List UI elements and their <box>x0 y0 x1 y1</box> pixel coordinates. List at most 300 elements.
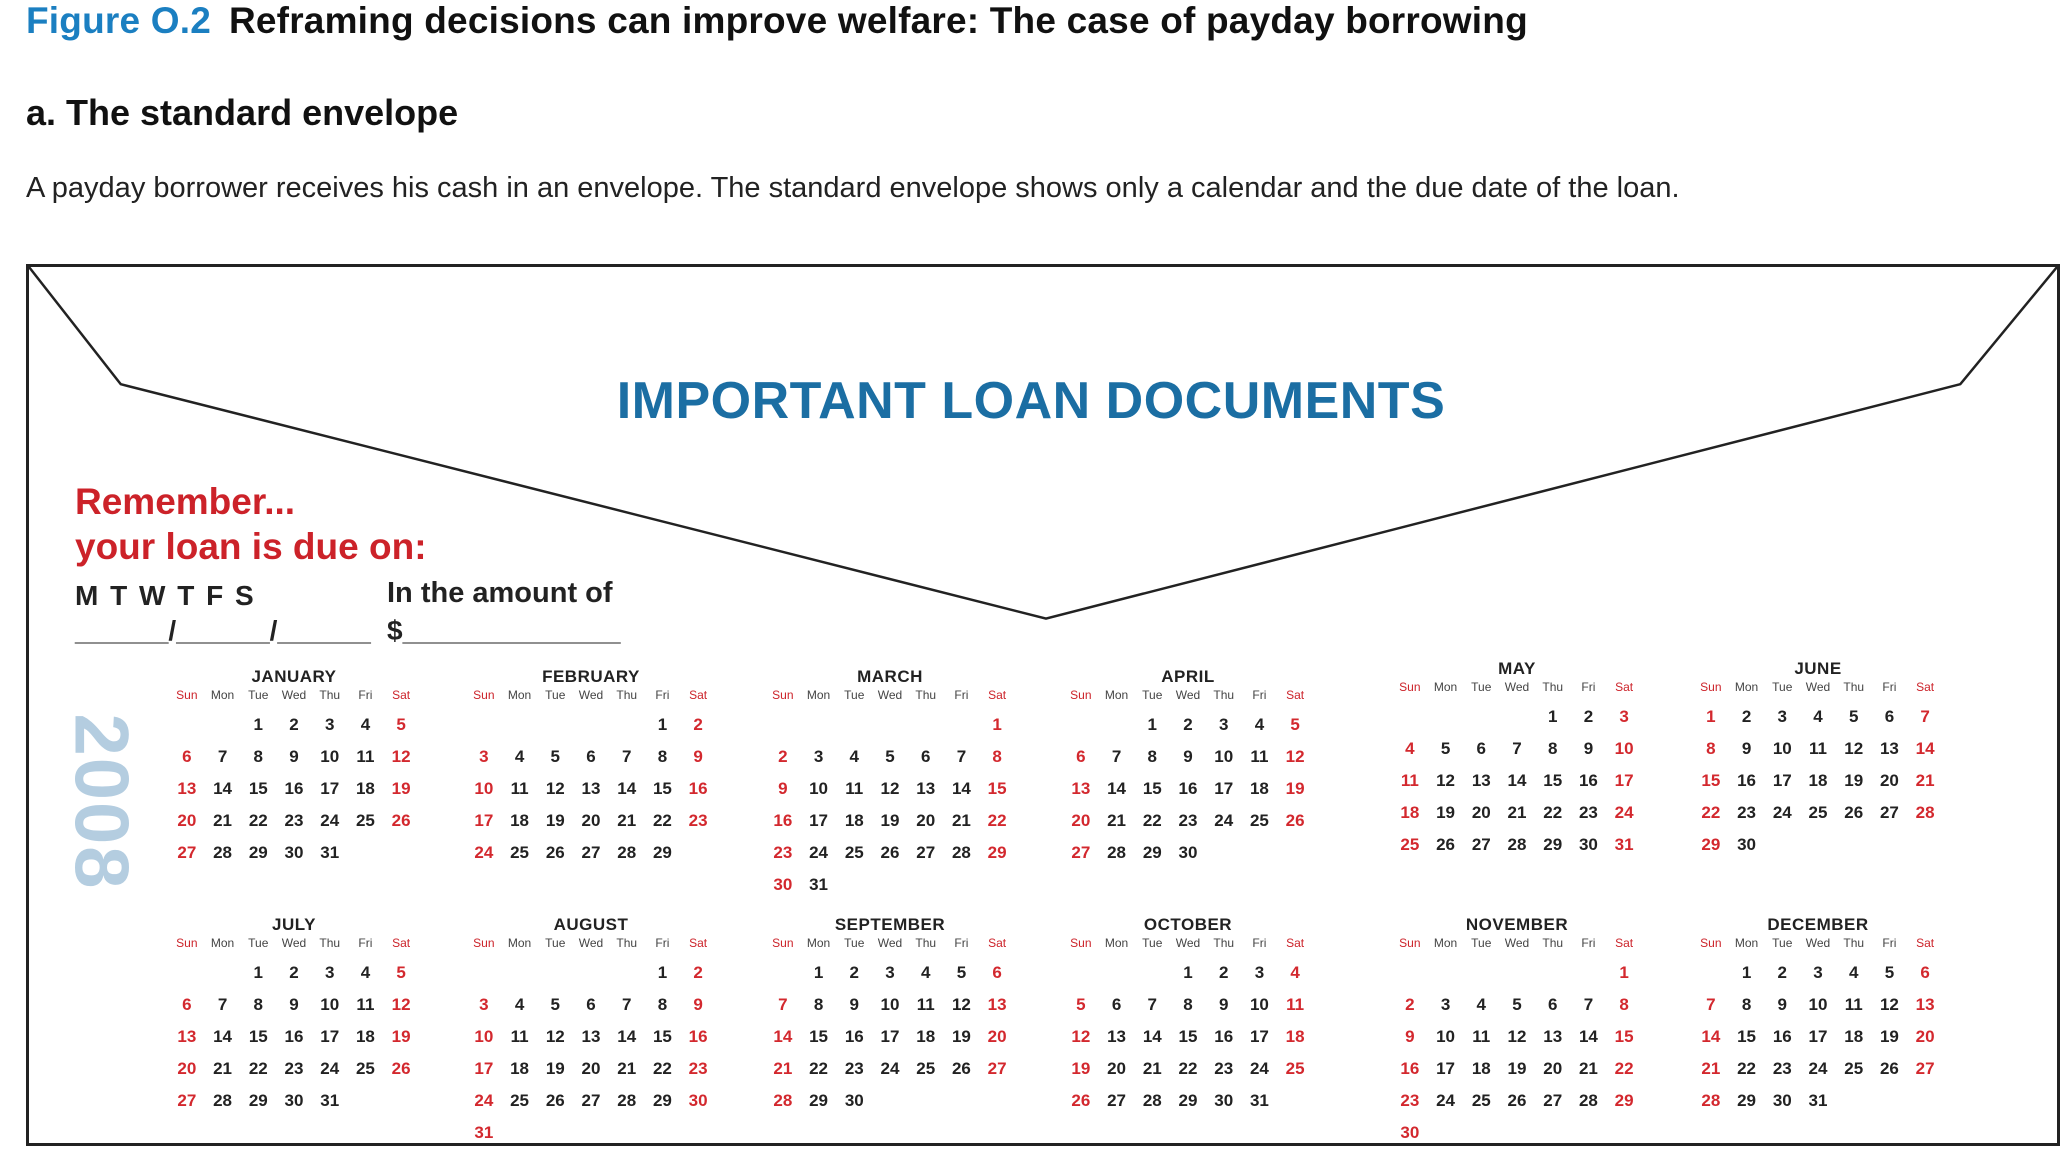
day-cell <box>348 1085 384 1117</box>
day-cell: 16 <box>1214 1027 1234 1046</box>
week-row <box>169 773 419 805</box>
day-cell: 24 <box>1249 1059 1269 1078</box>
day-cell: 27 <box>581 1091 601 1110</box>
day-cell: 3 <box>479 995 489 1014</box>
day-cell <box>383 837 419 869</box>
day-cell: 13 <box>581 779 601 798</box>
year-label <box>59 687 143 917</box>
month-february <box>466 667 716 869</box>
week-row <box>466 1117 716 1146</box>
day-cell: 19 <box>880 811 900 830</box>
day-cell: 28 <box>1507 835 1527 854</box>
day-cell: 13 <box>177 1027 197 1046</box>
day-cell: 3 <box>885 963 895 982</box>
day-cell: 7 <box>621 995 632 1014</box>
week-row <box>1693 1085 1943 1117</box>
day-cell: 29 <box>1737 1091 1757 1110</box>
day-header: Fri <box>954 936 969 950</box>
day-cell: 13 <box>987 995 1007 1014</box>
month-july <box>169 915 419 1117</box>
day-cell: 18 <box>1285 1027 1305 1046</box>
day-cell: 28 <box>1915 803 1935 822</box>
day-cell <box>801 709 837 741</box>
day-cell: 20 <box>916 811 936 830</box>
day-cell: 7 <box>217 995 228 1014</box>
day-cell: 17 <box>809 811 829 830</box>
day-cell: 12 <box>880 779 900 798</box>
day-cell: 26 <box>1879 1059 1899 1078</box>
day-header: Sun <box>1700 680 1722 694</box>
day-cell: 13 <box>1107 1027 1127 1046</box>
day-cell: 3 <box>324 963 335 982</box>
day-cell: 17 <box>320 779 340 798</box>
day-cell <box>765 709 801 741</box>
day-cell <box>1872 829 1908 861</box>
day-cell: 27 <box>177 843 197 862</box>
day-cell: 15 <box>1737 1027 1757 1046</box>
day-header-row <box>765 935 1015 957</box>
day-cell <box>1499 701 1535 733</box>
day-cell <box>872 1085 908 1117</box>
day-cell: 6 <box>1884 707 1895 726</box>
day-cell: 22 <box>652 1059 672 1078</box>
day-header: Wed <box>1175 936 1201 950</box>
day-cell: 8 <box>253 995 264 1014</box>
day-cell <box>979 1085 1015 1117</box>
day-cell: 2 <box>693 715 703 734</box>
day-cell: 8 <box>1147 747 1158 766</box>
day-cell: 15 <box>1701 771 1721 790</box>
month-name: NOVEMBER <box>1465 915 1569 934</box>
day-cell: 2 <box>289 963 299 982</box>
day-cell: 16 <box>1400 1059 1420 1078</box>
day-cell: 15 <box>248 779 268 798</box>
day-cell <box>502 957 538 989</box>
day-cell: 16 <box>284 779 304 798</box>
day-header: Wed <box>1504 936 1530 950</box>
week-row <box>169 805 419 837</box>
day-cell <box>836 709 872 741</box>
day-cell: 13 <box>177 779 197 798</box>
day-cell: 29 <box>248 1091 268 1110</box>
day-cell: 8 <box>657 995 668 1014</box>
day-cell: 21 <box>1915 771 1935 790</box>
day-cell: 14 <box>617 779 637 798</box>
day-cell: 5 <box>1440 739 1451 758</box>
day-cell: 8 <box>992 747 1002 766</box>
panel-title: a. The standard envelope <box>26 92 459 133</box>
day-cell: 5 <box>396 715 406 734</box>
day-header: Sun <box>1399 680 1421 694</box>
day-cell: 29 <box>809 1091 829 1110</box>
month-november <box>1392 915 1642 1146</box>
day-cell <box>205 709 241 741</box>
day-cell <box>1428 957 1464 989</box>
day-cell: 2 <box>1405 995 1415 1014</box>
day-cell: 17 <box>474 1059 494 1078</box>
day-cell: 7 <box>217 747 228 766</box>
week-row <box>765 837 1015 869</box>
week-row <box>169 989 419 1021</box>
day-cell <box>502 1117 538 1146</box>
day-cell: 6 <box>182 995 192 1014</box>
day-header: Thu <box>319 688 341 702</box>
day-cell: 6 <box>1547 995 1558 1014</box>
day-cell <box>1428 701 1464 733</box>
day-cell: 7 <box>1512 739 1522 758</box>
day-cell: 6 <box>1076 747 1086 766</box>
day-header: Tue <box>1471 680 1492 694</box>
day-cell: 27 <box>581 843 601 862</box>
day-header: Wed <box>281 688 307 702</box>
week-row <box>1392 1021 1642 1053</box>
month-october <box>1063 915 1313 1117</box>
day-cell: 4 <box>1405 739 1415 758</box>
day-cell: 15 <box>652 1027 672 1046</box>
week-row <box>1063 741 1313 773</box>
day-cell: 30 <box>773 875 793 894</box>
day-cell: 18 <box>1471 1059 1491 1078</box>
day-cell: 11 <box>845 779 864 798</box>
day-cell: 25 <box>1808 803 1828 822</box>
day-cell: 19 <box>1436 803 1456 822</box>
day-cell: 17 <box>1772 771 1792 790</box>
week-row <box>765 773 1015 805</box>
day-cell: 11 <box>1809 739 1827 758</box>
day-cell: 19 <box>391 779 411 798</box>
amount-label: In the amount of <box>387 577 613 609</box>
day-cell: 12 <box>1285 747 1305 766</box>
day-cell: 5 <box>1290 715 1300 734</box>
day-header: Sat <box>988 936 1007 950</box>
day-cell: 25 <box>355 811 375 830</box>
day-cell <box>1693 957 1729 989</box>
day-header: Sat <box>1615 680 1634 694</box>
day-cell: 10 <box>1614 739 1634 758</box>
day-cell: 31 <box>1808 1091 1828 1110</box>
reminder-line-1: Remember... <box>75 481 296 522</box>
day-cell: 17 <box>1436 1059 1456 1078</box>
day-header-row <box>1392 935 1642 957</box>
week-row <box>466 957 716 989</box>
day-header: Thu <box>616 688 638 702</box>
day-cell: 2 <box>1583 707 1594 726</box>
day-cell: 24 <box>1808 1059 1828 1078</box>
day-header-row <box>169 935 419 957</box>
day-cell <box>205 957 241 989</box>
day-cell <box>383 1085 419 1117</box>
day-header: Mon <box>1104 688 1129 702</box>
day-cell: 13 <box>1471 771 1491 790</box>
day-cell <box>1099 957 1135 989</box>
day-cell: 23 <box>688 811 708 830</box>
day-cell: 26 <box>545 1091 565 1110</box>
week-row <box>1063 1021 1313 1053</box>
day-cell: 23 <box>1400 1091 1420 1110</box>
day-cell: 14 <box>773 1027 793 1046</box>
day-cell: 16 <box>1578 771 1598 790</box>
day-cell: 19 <box>1071 1059 1091 1078</box>
month-august <box>466 915 716 1146</box>
day-cell: 27 <box>916 843 936 862</box>
day-cell <box>1277 1085 1313 1117</box>
day-cell <box>908 1085 944 1117</box>
day-cell: 15 <box>652 779 672 798</box>
week-row <box>765 741 1015 773</box>
day-cell: 5 <box>1076 995 1086 1014</box>
month-name: JULY <box>272 915 316 934</box>
day-header: Tue <box>1142 688 1163 702</box>
day-header: Tue <box>1142 936 1163 950</box>
day-cell: 3 <box>813 747 824 766</box>
day-cell: 11 <box>356 995 375 1014</box>
day-cell: 31 <box>320 1091 340 1110</box>
loan-envelope <box>26 264 2060 1146</box>
day-cell: 24 <box>809 843 829 862</box>
day-cell <box>169 709 205 741</box>
day-cell: 4 <box>360 963 371 982</box>
month-name: SEPTEMBER <box>834 915 946 934</box>
day-cell: 29 <box>248 843 268 862</box>
day-cell: 24 <box>474 1091 494 1110</box>
day-cell: 1 <box>1147 715 1158 734</box>
day-cell: 12 <box>545 779 565 798</box>
day-cell: 16 <box>1178 779 1198 798</box>
day-cell: 17 <box>1614 771 1634 790</box>
day-cell <box>908 869 944 901</box>
week-row <box>1392 765 1642 797</box>
day-header: Mon <box>1104 936 1129 950</box>
day-cell: 25 <box>1285 1059 1305 1078</box>
day-cell: 5 <box>550 995 561 1014</box>
day-cell: 2 <box>693 963 703 982</box>
week-row <box>1063 1085 1313 1117</box>
day-header: Wed <box>1805 680 1831 694</box>
day-header: Wed <box>877 688 903 702</box>
day-cell: 20 <box>1071 811 1091 830</box>
day-cell: 11 <box>356 747 375 766</box>
day-cell: 27 <box>1543 1091 1563 1110</box>
day-cell: 19 <box>1879 1027 1899 1046</box>
day-cell <box>1872 1085 1908 1117</box>
day-cell: 23 <box>1178 811 1198 830</box>
day-cell: 21 <box>617 1059 637 1078</box>
day-cell: 1 <box>1547 707 1558 726</box>
day-cell <box>680 1117 716 1146</box>
day-header: Fri <box>1882 680 1897 694</box>
day-header: Sun <box>1399 936 1421 950</box>
day-cell: 1 <box>253 963 264 982</box>
day-cell: 9 <box>1218 995 1229 1014</box>
week-row <box>765 957 1015 989</box>
day-cell: 18 <box>510 1059 530 1078</box>
day-cell: 25 <box>1844 1059 1864 1078</box>
day-cell: 6 <box>586 747 596 766</box>
due-date-blank: ______/______/______ <box>75 615 371 646</box>
day-cell: 7 <box>956 747 967 766</box>
day-cell: 22 <box>248 811 268 830</box>
day-cell: 23 <box>284 1059 304 1078</box>
day-header: Wed <box>1805 936 1831 950</box>
day-cell: 22 <box>987 811 1007 830</box>
day-cell <box>1571 957 1607 989</box>
day-cell <box>537 957 573 989</box>
day-cell: 15 <box>809 1027 829 1046</box>
day-cell: 10 <box>1436 1027 1456 1046</box>
week-row <box>1063 837 1313 869</box>
week-row <box>1392 957 1642 989</box>
due-date-reminder <box>75 479 427 569</box>
day-cell: 8 <box>813 995 824 1014</box>
week-row <box>466 837 716 869</box>
day-header: Wed <box>578 688 604 702</box>
day-cell: 25 <box>1249 811 1269 830</box>
week-row <box>466 989 716 1021</box>
day-cell: 7 <box>1147 995 1158 1014</box>
day-cell: 31 <box>474 1123 494 1142</box>
day-cell: 11 <box>916 995 935 1014</box>
week-row <box>169 957 419 989</box>
month-name: APRIL <box>1161 667 1215 686</box>
day-cell: 4 <box>1848 963 1859 982</box>
day-cell: 6 <box>920 747 931 766</box>
day-header: Fri <box>1882 936 1897 950</box>
day-cell: 18 <box>510 811 530 830</box>
day-cell: 25 <box>1400 835 1420 854</box>
day-cell: 28 <box>213 1091 233 1110</box>
day-header: Thu <box>1213 936 1235 950</box>
day-cell: 12 <box>951 995 971 1014</box>
month-june <box>1693 659 1943 861</box>
day-cell: 30 <box>1578 835 1598 854</box>
day-cell: 8 <box>657 747 668 766</box>
day-cell: 6 <box>182 747 192 766</box>
day-cell <box>1800 829 1836 861</box>
day-cell: 24 <box>1614 803 1634 822</box>
day-cell: 30 <box>1737 835 1757 854</box>
day-cell: 7 <box>778 995 788 1014</box>
day-cell: 12 <box>1844 739 1864 758</box>
day-header: Sat <box>1286 688 1305 702</box>
day-header: Mon <box>1433 936 1458 950</box>
week-row <box>1063 1053 1313 1085</box>
week-row <box>169 709 419 741</box>
day-cell: 11 <box>510 779 529 798</box>
day-cell: 20 <box>177 1059 197 1078</box>
day-cell: 30 <box>844 1091 864 1110</box>
day-cell: 11 <box>1400 771 1419 790</box>
day-header: Thu <box>1213 688 1235 702</box>
day-cell: 5 <box>956 963 967 982</box>
day-header: Sat <box>689 936 708 950</box>
day-cell: 1 <box>992 715 1002 734</box>
week-row <box>1693 733 1943 765</box>
day-cell: 1 <box>657 963 668 982</box>
day-cell: 2 <box>1218 963 1229 982</box>
day-cell: 15 <box>1543 771 1563 790</box>
week-row <box>1392 1117 1642 1146</box>
day-cell: 5 <box>1884 963 1895 982</box>
day-cell: 28 <box>1578 1091 1598 1110</box>
day-cell <box>1535 957 1571 989</box>
day-cell: 22 <box>1543 803 1563 822</box>
day-cell: 13 <box>1915 995 1935 1014</box>
day-cell: 12 <box>391 995 411 1014</box>
year-text: 2008 <box>58 713 144 891</box>
day-cell: 27 <box>1071 843 1091 862</box>
day-cell: 22 <box>1142 811 1162 830</box>
day-cell: 18 <box>844 811 864 830</box>
week-row <box>466 1085 716 1117</box>
day-cell: 21 <box>1507 803 1527 822</box>
day-header: Wed <box>281 936 307 950</box>
day-cell: 7 <box>1111 747 1122 766</box>
day-cell: 3 <box>1218 715 1229 734</box>
day-cell: 27 <box>1471 835 1491 854</box>
day-cell: 22 <box>1614 1059 1634 1078</box>
day-cell: 23 <box>1737 803 1757 822</box>
day-header: Thu <box>1542 680 1564 694</box>
day-header: Tue <box>1772 936 1793 950</box>
week-row <box>466 805 716 837</box>
day-header-row <box>169 687 419 709</box>
day-cell: 9 <box>1583 739 1594 758</box>
day-cell: 24 <box>1772 803 1792 822</box>
day-header-row <box>466 687 716 709</box>
day-cell: 29 <box>1178 1091 1198 1110</box>
day-cell: 21 <box>773 1059 793 1078</box>
week-row <box>1392 733 1642 765</box>
week-row <box>1063 805 1313 837</box>
day-header: Sat <box>1916 680 1935 694</box>
figure-title-text: Reframing decisions can improve welfare: The case of payday borrowing <box>228 0 1528 41</box>
day-cell <box>609 957 645 989</box>
day-header: Thu <box>616 936 638 950</box>
day-cell: 24 <box>320 811 340 830</box>
day-cell: 19 <box>545 811 565 830</box>
day-header: Tue <box>545 936 566 950</box>
week-row <box>1693 1053 1943 1085</box>
day-cell: 23 <box>773 843 793 862</box>
day-cell: 27 <box>987 1059 1007 1078</box>
day-cell: 4 <box>1813 707 1823 726</box>
day-cell: 30 <box>284 1091 304 1110</box>
day-cell: 26 <box>1285 811 1305 830</box>
week-row <box>1693 797 1943 829</box>
day-cell: 18 <box>1844 1027 1864 1046</box>
day-cell: 8 <box>253 747 264 766</box>
day-cell: 7 <box>1706 995 1716 1014</box>
day-cell: 22 <box>809 1059 829 1078</box>
day-cell: 25 <box>510 1091 530 1110</box>
week-row <box>1693 765 1943 797</box>
day-cell: 29 <box>987 843 1007 862</box>
week-row <box>169 741 419 773</box>
day-cell: 22 <box>1737 1059 1757 1078</box>
day-cell <box>348 837 384 869</box>
day-cell: 13 <box>581 1027 601 1046</box>
day-cell <box>908 709 944 741</box>
week-row <box>1063 989 1313 1021</box>
day-cell: 28 <box>773 1091 793 1110</box>
day-header: Fri <box>1581 680 1596 694</box>
day-cell <box>573 709 609 741</box>
week-row <box>765 869 1015 901</box>
day-cell: 26 <box>1507 1091 1527 1110</box>
day-cell: 3 <box>1777 707 1788 726</box>
day-cell: 20 <box>581 1059 601 1078</box>
day-header: Sat <box>1916 936 1935 950</box>
